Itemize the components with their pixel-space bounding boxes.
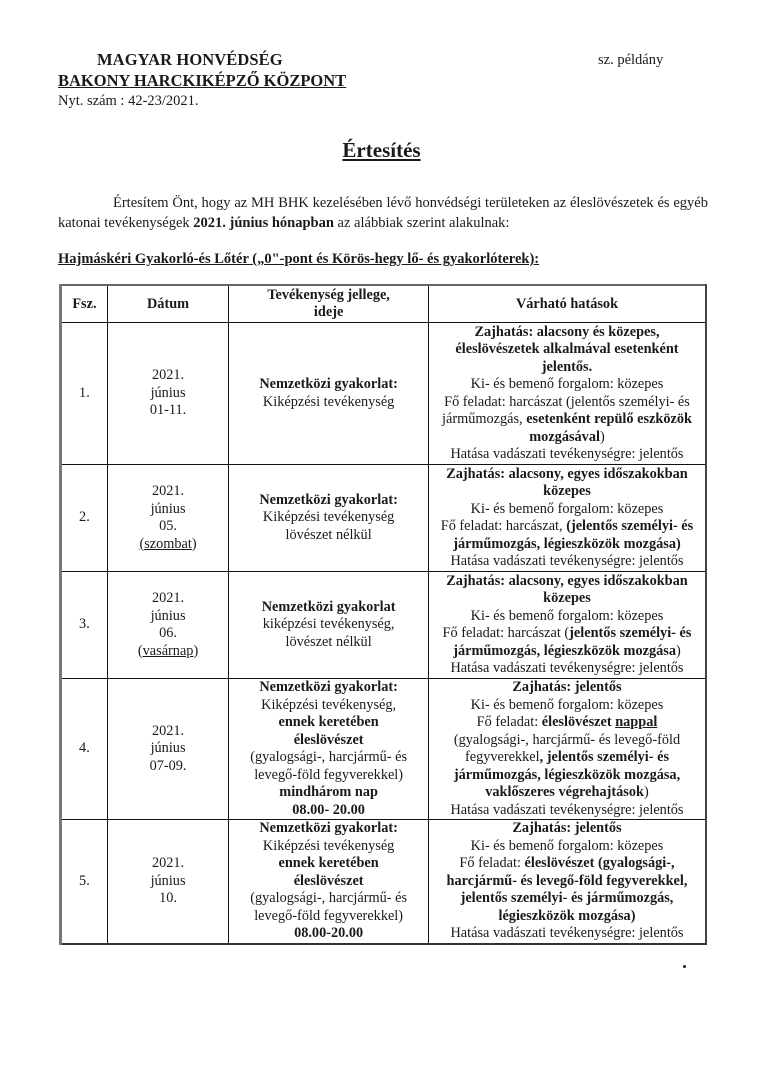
row-activity [229, 679, 429, 820]
schedule-table [59, 284, 707, 945]
row-activity [229, 465, 429, 572]
date-year: 2021. [151, 483, 185, 499]
date-month: június [150, 607, 186, 624]
table-row [61, 572, 707, 679]
effect-main-task [433, 714, 701, 732]
row-effects [428, 820, 706, 944]
activity-line: (gyalogsági-, harcjármű- és levegő-föld fegyverekkel) [250, 749, 408, 783]
activity-line: Nemzetközi gyakorlat: [259, 491, 398, 508]
activity-line: Nemzetközi gyakorlat [261, 598, 396, 615]
date-year: 2021. [151, 590, 185, 606]
effect-traffic: Ki- és bemenő forgalom: közepes [470, 837, 664, 854]
date-days: 05. [159, 518, 177, 534]
header-date: Dátum [107, 285, 228, 323]
date-month: június [150, 740, 186, 757]
effect-main-task-plain: Fő feladat: harcászat, [440, 518, 567, 534]
effect-main-task [433, 625, 701, 660]
activity-line: Nemzetközi gyakorlat: [259, 679, 398, 695]
row-number: 2. [61, 465, 108, 572]
activity-line: mindhárom nap [279, 784, 378, 800]
row-date [107, 323, 228, 465]
row-date [107, 679, 228, 820]
activity-line: Kiképzési tevékenység [262, 837, 395, 854]
effect-main-task-bold: (jelentős személyi- és járműmozgás, légieszközök mozgása) [453, 518, 694, 552]
table-row [61, 323, 707, 465]
intro-month: 2021. június hónapban [193, 215, 334, 231]
section-title: Hajmáskéri Gyakorló-és Lőtér („0"-pont és Körös-hegy lő- és gyakorlóterek): [58, 251, 540, 267]
row-activity [229, 820, 429, 944]
effect-hunting: Hatása vadászati tevékenységre: jelentős [450, 660, 684, 676]
date-month: június [150, 872, 186, 889]
effect-noise: Zajhatás: alacsony és közepes, éleslövészetek alkalmával esetenként jelentős. [455, 323, 679, 375]
row-effects [428, 572, 706, 679]
date-year: 2021. [151, 367, 185, 384]
effect-main-task-bold: esetenként repülő eszközök mozgásával [526, 411, 692, 445]
effect-hunting: Hatása vadászati tevékenységre: jelentős [450, 553, 684, 569]
activity-time: 08.00-20.00 [294, 925, 364, 941]
header-fsz: Fsz. [61, 285, 108, 323]
activity-line: Kiképzési tevékenység, [261, 696, 397, 713]
effect-noise: Zajhatás: alacsony, egyes időszakokban közepes [446, 572, 688, 606]
intro-text-1: Értesítem Önt, hogy az MH BHK kezelésében lévő honvédségi területeken az éleslövészetek és egyéb katonai tevékenységek [58, 195, 708, 231]
table-row [61, 679, 707, 820]
date-days: 07-09. [149, 757, 187, 774]
effect-traffic: Ki- és bemenő forgalom: közepes [470, 500, 664, 517]
effect-traffic: Ki- és bemenő forgalom: közepes [470, 376, 664, 392]
header-activity-line2: ideje [313, 304, 344, 320]
effect-main-task-plain: Fő feladat: [459, 855, 525, 871]
activity-line: lövészet nélkül [285, 526, 372, 543]
date-weekday: (vasárnap) [137, 642, 199, 659]
effect-noise: Zajhatás: jelentős [512, 820, 622, 836]
activity-line: kiképzési tevékenység, [262, 616, 395, 633]
date-weekday: (szombat) [139, 535, 197, 552]
activity-line: ennek keretében [278, 714, 379, 730]
activity-line: Nemzetközi gyakorlat: [259, 376, 398, 392]
effect-details-after: ) [643, 784, 649, 800]
row-effects [428, 679, 706, 820]
date-days: 01-11. [149, 402, 187, 419]
activity-line: Kiképzési tevékenység [262, 393, 395, 410]
org-unit: BAKONY HARCKIKÉPZŐ KÖZPONT [58, 71, 347, 90]
row-number: 3. [61, 572, 108, 679]
effect-main-task-bold: jelentős személyi- és járműmozgás, légieszközök mozgása [453, 625, 692, 659]
copy-label: sz. példány [598, 52, 664, 68]
effect-main-task-bold: éleslövészet [541, 714, 616, 730]
intro-text-2: az alábbiak szerint alakulnak: [333, 215, 510, 231]
effect-hunting: Hatása vadászati tevékenységre: jelentős [450, 446, 684, 462]
effect-main-task-bold: éleslövészet (gyalogsági-, harcjármű- és levegő-föld fegyverekkel, jelentős személyi- és járműmozgás, légieszközök mozgása) [446, 855, 688, 924]
effect-main-task [433, 855, 701, 925]
row-date [107, 572, 228, 679]
effect-main-task-plain: Fő feladat: harcászat ( [442, 625, 570, 641]
effect-main-task-plain: Fő feladat: harcászat (jelentős személyi- és járműmozgás, [442, 393, 690, 427]
date-month: június [150, 500, 186, 517]
activity-line: (gyalogsági-, harcjármű- és levegő-föld fegyverekkel) [250, 890, 408, 924]
effect-main-task-after: ) [675, 642, 681, 659]
row-activity [229, 572, 429, 679]
effect-details-plain: (gyalogsági-, harcjármű- és levegő-föld fegyverekkel [453, 731, 681, 765]
header-activity-line1: Tevékenység jellege, [267, 287, 390, 303]
activity-line: éleslövészet [293, 872, 364, 889]
effect-details [433, 732, 701, 802]
table-row [61, 820, 707, 944]
date-year: 2021. [151, 722, 185, 739]
effect-hunting: Hatása vadászati tevékenységre: jelentős [450, 801, 684, 818]
activity-line: éleslövészet [293, 731, 364, 748]
date-year: 2021. [151, 855, 185, 871]
activity-time: 08.00- 20.00 [292, 801, 365, 818]
activity-line: ennek keretében [278, 855, 379, 871]
effect-noise: Zajhatás: alacsony, egyes időszakokban közepes [446, 465, 688, 499]
row-date [107, 465, 228, 572]
header-effects: Várható hatások [428, 285, 706, 323]
date-days: 06. [159, 625, 177, 641]
effect-main-task-daytime: nappal [615, 714, 658, 730]
row-date [107, 820, 228, 944]
row-number: 5. [61, 820, 108, 944]
row-number: 4. [61, 679, 108, 820]
effect-hunting: Hatása vadászati tevékenységre: jelentős [450, 925, 684, 941]
scan-speck [683, 965, 686, 968]
effect-main-task [433, 518, 701, 553]
date-month: június [150, 384, 186, 401]
intro-paragraph [58, 193, 708, 233]
table-header-row [61, 285, 707, 323]
reference-number: Nyt. szám : 42-23/2021. [58, 93, 199, 109]
activity-line: Kiképzési tevékenység [262, 509, 395, 526]
date-days: 10. [159, 890, 177, 906]
activity-line: lövészet nélkül [285, 633, 372, 650]
effect-main-task-plain: Fő feladat: [476, 714, 542, 730]
row-number: 1. [61, 323, 108, 465]
table-row [61, 465, 707, 572]
row-effects [428, 323, 706, 465]
row-effects [428, 465, 706, 572]
header-activity [229, 285, 429, 323]
activity-line: Nemzetközi gyakorlat: [259, 820, 398, 836]
org-name: MAGYAR HONVÉDSÉG [97, 50, 283, 69]
effect-noise: Zajhatás: jelentős [512, 679, 622, 695]
effect-main-task-after: ) [599, 428, 605, 445]
effect-traffic: Ki- és bemenő forgalom: közepes [470, 607, 664, 624]
effect-traffic: Ki- és bemenő forgalom: közepes [470, 696, 664, 713]
document-title: Értesítés [342, 138, 421, 162]
effect-details-bold: , jelentős személyi- és járműmozgás, légieszközök mozgása, vaklőszeres végrehajtások [453, 749, 681, 800]
effect-main-task [433, 394, 701, 447]
row-activity [229, 323, 429, 465]
